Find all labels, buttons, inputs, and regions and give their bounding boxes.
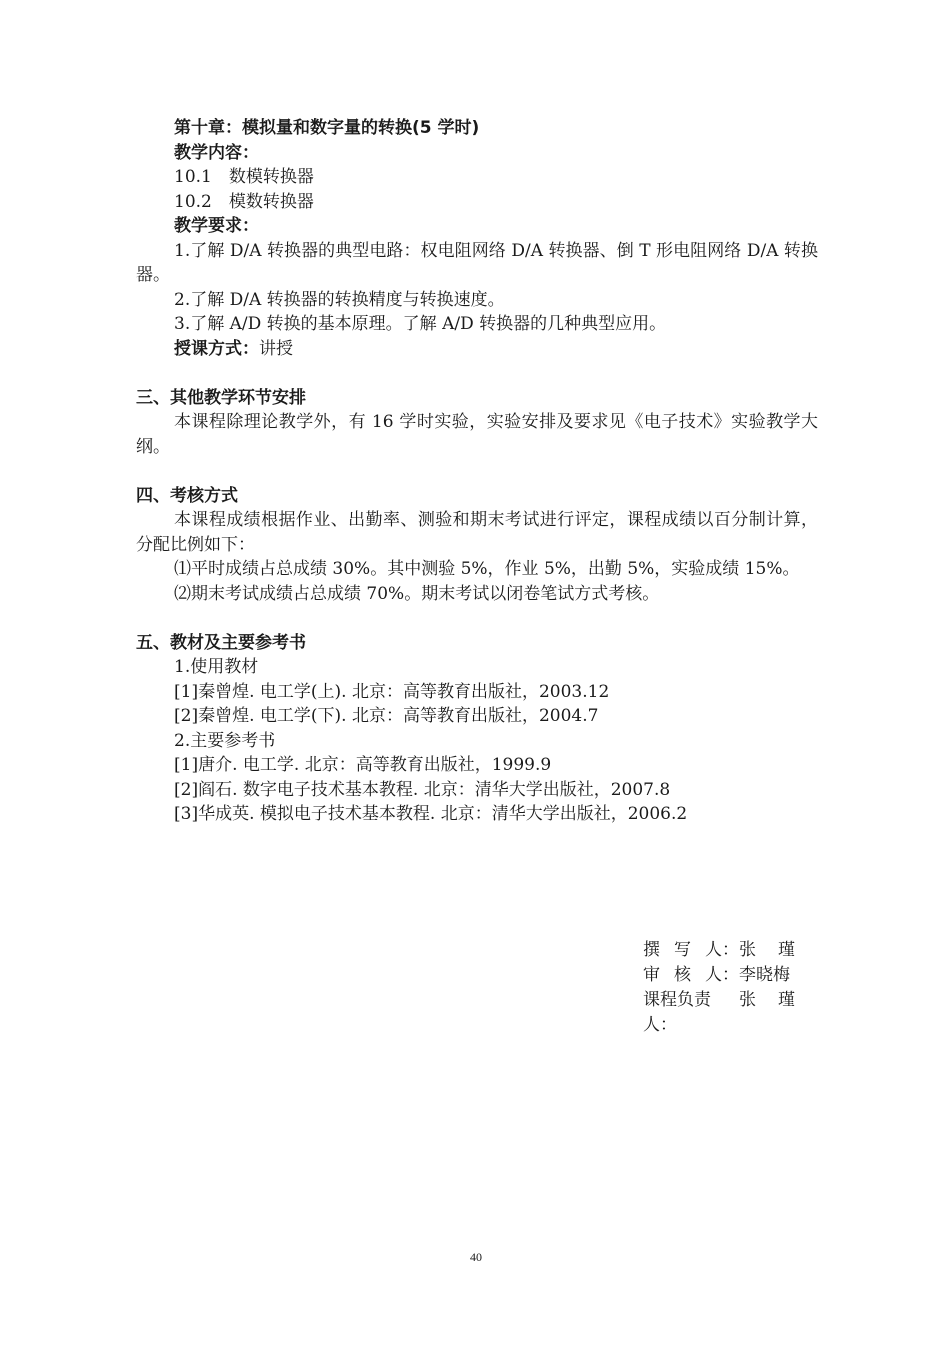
- requirement-item: 3.了解 A/D 转换的基本原理。了解 A/D 转换器的几种典型应用。: [174, 314, 667, 334]
- section-body: 本课程除理论教学外，有 16 学时实验，实验安排及要求见《电子技术》实验教学大纲。: [136, 412, 818, 457]
- reference-item: [1]唐介. 电工学. 北京：高等教育出版社，1999.9: [174, 755, 552, 775]
- sig-value: 李晓梅: [739, 965, 790, 985]
- section-body: 本课程成绩根据作业、出勤率、测验和期末考试进行评定，课程成绩以百分制计算，分配比例如下：: [136, 510, 818, 555]
- sig-label-text: 课程负责人：: [643, 990, 711, 1035]
- method-value: 讲授: [259, 338, 293, 359]
- sig-label-char: 撰: [643, 940, 660, 960]
- requirement-item: 1.了解 D/A 转换器的典型电路：权电阻网络 D/A 转换器、倒 T 形电阻网络 D/A 转换器。: [136, 240, 818, 285]
- sig-label-char: 核: [674, 965, 691, 985]
- document-body: [136, 116, 818, 827]
- owner-signature: [643, 988, 833, 1035]
- textbook-item: [1]秦曾煌. 电工学(上). 北京：高等教育出版社，2003.12: [174, 681, 610, 702]
- sig-value-char: 瑾: [778, 940, 795, 960]
- teaching-method: [136, 337, 818, 362]
- content-label: 教学内容：: [174, 142, 259, 163]
- content-item: 10.2 模数转换器: [174, 191, 314, 212]
- section-heading: 五、教材及主要参考书: [136, 632, 306, 653]
- assessment-item: ⑵期末考试成绩占总成绩 70%。期末考试以闭卷笔试方式考核。: [174, 583, 660, 604]
- sig-label-char: 人：: [705, 940, 739, 960]
- page-number: 40: [470, 1250, 482, 1264]
- assessment-item: ⑴平时成绩占总成绩 30%。其中测验 5%，作业 5%，出勤 5%，实验成绩 15%。: [174, 559, 800, 579]
- method-label: 授课方式：: [174, 338, 259, 359]
- section-heading: 四、考核方式: [136, 485, 238, 506]
- sig-label-char: 人：: [705, 965, 739, 985]
- sig-value-char: 张: [739, 990, 756, 1010]
- signature-block: [643, 938, 833, 1035]
- references-label: 2.主要参考书: [174, 730, 276, 751]
- sig-value-char: 瑾: [778, 990, 795, 1010]
- reference-item: [3]华成英. 模拟电子技术基本教程. 北京：清华大学出版社，2006.2: [174, 804, 688, 824]
- chapter-title: 第十章：模拟量和数字量的转换(5 学时): [174, 118, 480, 138]
- requirement-item: 2.了解 D/A 转换器的转换精度与转换速度。: [174, 289, 505, 310]
- reviewer-signature: [643, 963, 833, 988]
- textbook-label: 1.使用教材: [174, 657, 259, 677]
- author-signature: [643, 938, 833, 963]
- sig-label-char: 审: [643, 965, 660, 985]
- sig-label-char: 写: [674, 940, 691, 960]
- sig-value-char: 张: [739, 940, 756, 960]
- section-heading: 三、其他教学环节安排: [136, 387, 306, 408]
- content-item: 10.1 数模转换器: [174, 167, 314, 187]
- requirements-label: 教学要求：: [174, 216, 259, 236]
- textbook-item: [2]秦曾煌. 电工学(下). 北京：高等教育出版社，2004.7: [174, 706, 599, 726]
- reference-item: [2]阎石. 数字电子技术基本教程. 北京：清华大学出版社，2007.8: [174, 779, 671, 800]
